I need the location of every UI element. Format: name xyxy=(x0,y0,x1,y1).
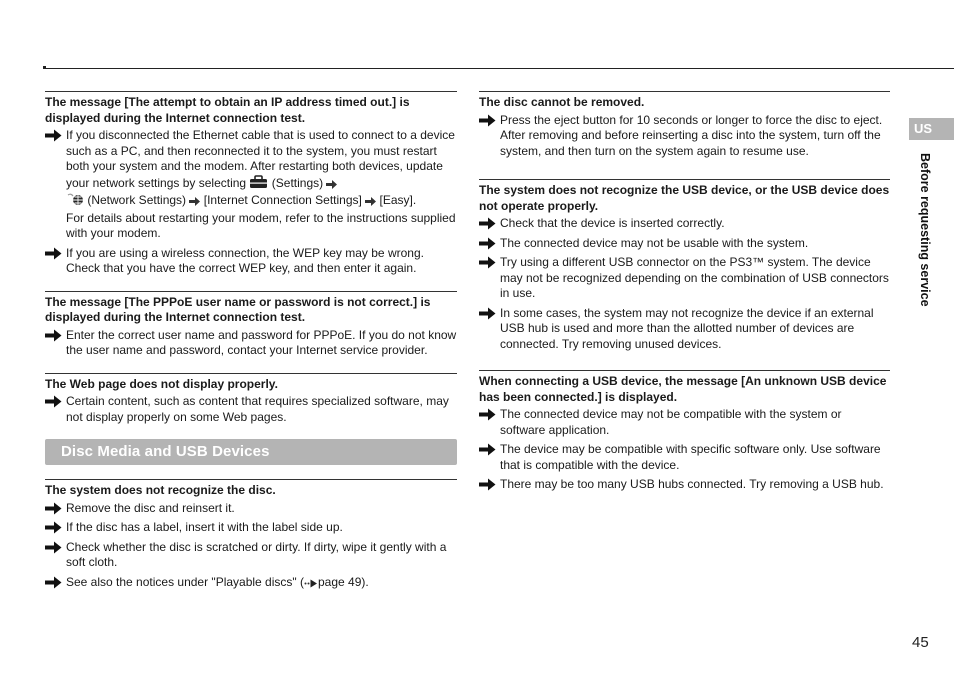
trouble-heading: When connecting a USB device, the message [An unknown USB device has been connected.] is displayed. xyxy=(479,374,887,404)
solution-item: The connected device may not be compatible with the system or software application. xyxy=(479,407,890,438)
solution-item: Remove the disc and reinsert it. xyxy=(45,501,457,517)
right-arrow-icon xyxy=(45,576,62,589)
solution-item: See also the notices under "Playable discs" ( page 49). xyxy=(45,575,457,593)
small-arrow-icon xyxy=(189,195,200,211)
right-arrow-icon xyxy=(479,256,496,269)
solution-item: Check that the device is inserted correctly. xyxy=(479,216,890,232)
trouble-eject xyxy=(479,91,890,159)
trouble-heading: The disc cannot be removed. xyxy=(479,95,645,109)
right-arrow-icon xyxy=(45,502,62,515)
trouble-heading: The message [The attempt to obtain an IP address timed out.] is displayed during the Internet connection test. xyxy=(45,95,410,125)
solution-item: The device may be compatible with specific software only. Use software that is compatible with the device. xyxy=(479,442,890,473)
trouble-ip-timeout xyxy=(45,91,457,277)
trouble-heading: The Web page does not display properly. xyxy=(45,376,278,391)
trouble-web-page xyxy=(45,373,457,426)
solution-item: Try using a different USB connector on the PS3™ system. The device may not be recognized depending on the combination of USB connectors in use. xyxy=(479,255,890,302)
trouble-usb-device xyxy=(479,179,890,352)
small-arrow-icon xyxy=(326,178,337,194)
right-arrow-icon xyxy=(45,541,62,554)
trouble-heading: The system does not recognize the USB device, or the USB device does not operate properly. xyxy=(479,183,890,213)
right-arrow-icon xyxy=(45,247,62,260)
right-arrow-icon xyxy=(479,443,496,456)
right-arrow-icon xyxy=(479,114,496,127)
section-title: Disc Media and USB Devices xyxy=(45,439,457,465)
solution-item: The connected device may not be usable with the system. xyxy=(479,236,890,252)
trouble-disc xyxy=(45,479,457,592)
solution-item: If you are using a wireless connection, the WEP key may be wrong. Check that you have the correct WEP key, and then enter it again. xyxy=(45,246,457,277)
small-arrow-icon xyxy=(365,195,376,211)
globe-icon xyxy=(66,193,84,211)
trouble-unknown-usb xyxy=(479,370,890,493)
language-tab: US xyxy=(909,118,954,140)
solution-item: If the disc has a label, insert it with the label side up. xyxy=(45,520,457,536)
right-arrow-icon xyxy=(479,478,496,491)
trouble-pppoe xyxy=(45,291,457,359)
header-rule xyxy=(45,68,954,69)
solution-item: Press the eject button for 10 seconds or longer to force the disc to eject. After removing and before reinserting a disc into the system, turn off the system, and then turn on the system again to resume use. xyxy=(479,113,890,160)
solution-item: There may be too many USB hubs connected. Try removing a USB hub. xyxy=(479,477,890,493)
right-arrow-icon xyxy=(45,129,62,142)
solution-item: Enter the correct user name and password for PPPoE. If you do not know the user name and password, contact your Internet service provider. xyxy=(45,328,457,359)
right-column xyxy=(479,91,890,507)
solution-item: Check whether the disc is scratched or dirty. If dirty, wipe it gently with a soft cloth. xyxy=(45,540,457,571)
page-reference-icon xyxy=(304,577,318,593)
page-number: 45 xyxy=(912,634,929,651)
right-arrow-icon xyxy=(479,307,496,320)
trouble-heading: The message [The PPPoE user name or password is not correct.] is displayed during the Internet connection test. xyxy=(45,294,431,324)
right-arrow-icon xyxy=(45,521,62,534)
chapter-side-label: Before requesting service xyxy=(918,153,932,307)
trouble-heading: The system does not recognize the disc. xyxy=(45,483,276,497)
right-arrow-icon xyxy=(479,408,496,421)
solution-item: Certain content, such as content that requires specialized software, may not display properly on some Web pages. xyxy=(45,394,457,425)
right-arrow-icon xyxy=(479,237,496,250)
right-arrow-icon xyxy=(45,395,62,408)
right-arrow-icon xyxy=(45,329,62,342)
left-column xyxy=(45,91,457,606)
solution-item: In some cases, the system may not recognize the device if an external USB hub is used and more than the allotted number of devices are connected. Try removing unused devices. xyxy=(479,306,890,353)
solution-item: If you disconnected the Ethernet cable that is used to connect to a device such as a PC, and then reconnected it to the system, you must restart both your system and the modem. After restarting both devices, update your network settings by selecting (Settings) (Network Settings) [Internet Connection Settings] [Easy]. For details about restarting your modem, refer to the instructions supplied with your modem. xyxy=(45,128,457,242)
right-arrow-icon xyxy=(479,217,496,230)
toolbox-icon xyxy=(249,175,268,194)
